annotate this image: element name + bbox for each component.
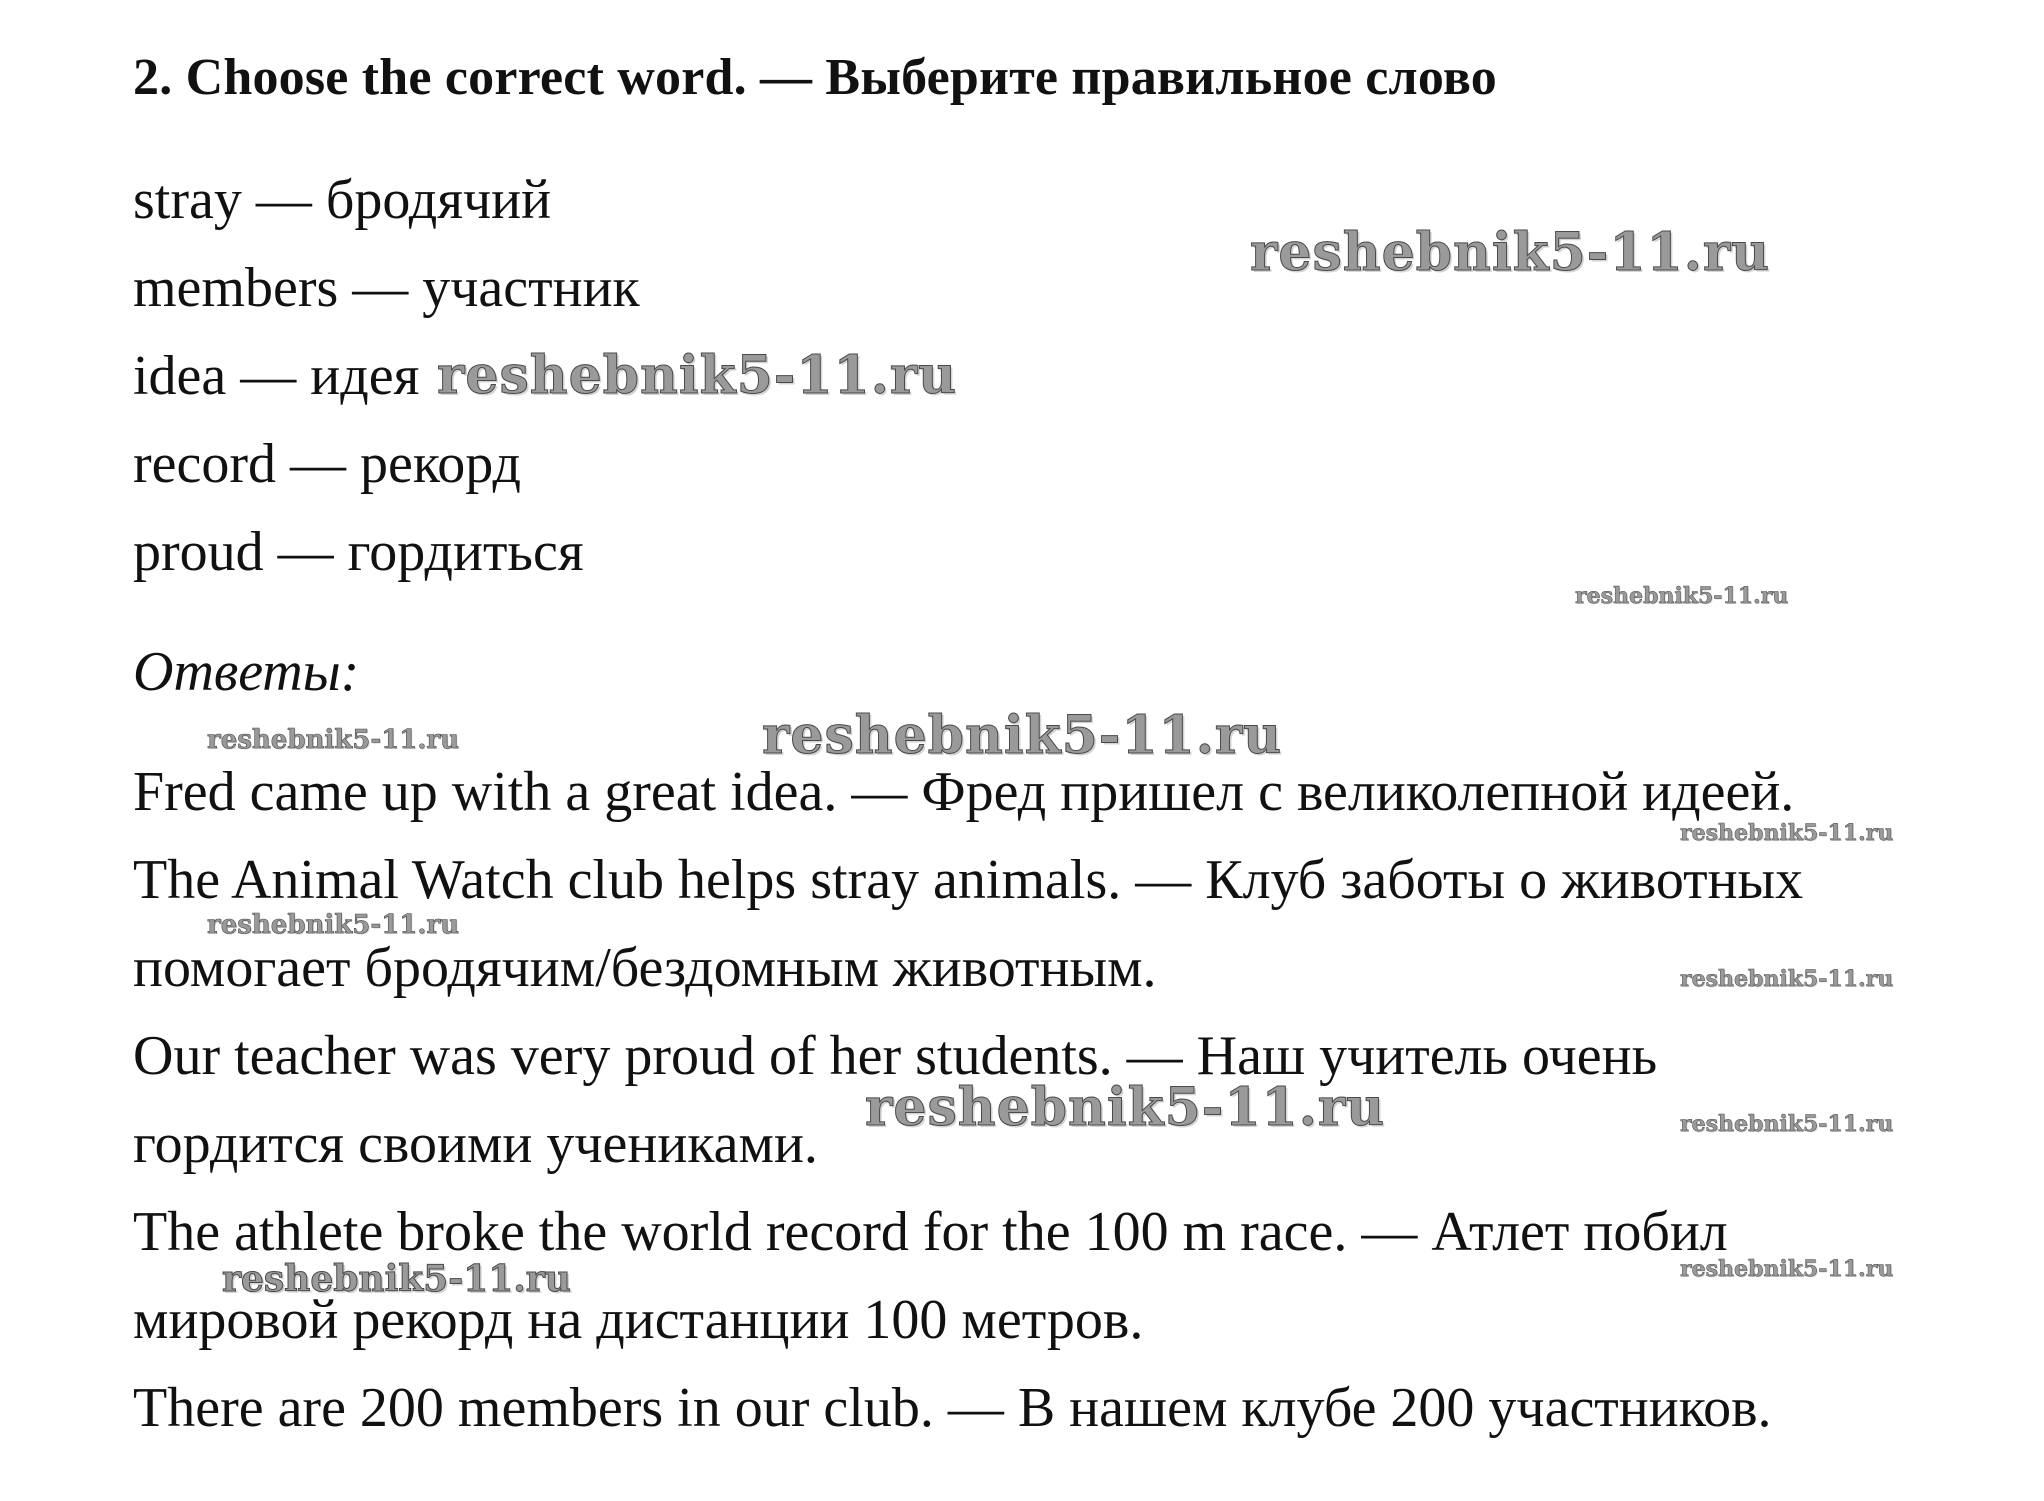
vocab-item: idea — идея (133, 345, 420, 407)
watermark: reshebnik5-11.ru (1680, 820, 1894, 846)
answer-line: гордится своими учениками. (133, 1113, 818, 1175)
watermark: reshebnik5-11.ru (1680, 1256, 1894, 1282)
vocab-item: record — рекорд (133, 433, 521, 495)
answer-line: Our teacher was very proud of her students. — Наш учитель очень (133, 1025, 1658, 1087)
answer-line: The athlete broke the world record for the 100 m race. — Атлет побил (133, 1201, 1728, 1263)
answer-line: The Animal Watch club helps stray animals. — Клуб заботы о животных (133, 849, 1804, 911)
vocab-item: stray — бродячий (133, 169, 552, 231)
vocab-item: proud — гордиться (133, 521, 584, 583)
answers-label: Ответы: (133, 641, 360, 703)
watermark: reshebnik5-11.ru (1680, 966, 1894, 992)
watermark: reshebnik5-11.ru (865, 1077, 1386, 1138)
watermark: reshebnik5-11.ru (1680, 1111, 1894, 1137)
answer-line: мировой рекорд на дистанции 100 метров. (133, 1289, 1144, 1351)
answer-line: Fred came up with a great idea. — Фред пришел с великолепной идеей. (133, 761, 1795, 823)
watermark: reshebnik5-11.ru (207, 725, 460, 755)
answer-line: There are 200 members in our club. — В нашем клубе 200 участников. (133, 1377, 1772, 1439)
watermark: reshebnik5-11.ru (437, 345, 958, 406)
exercise-title: 2. Choose the correct word. — Выберите правильное слово (133, 49, 1497, 106)
watermark: reshebnik5-11.ru (762, 705, 1283, 766)
watermark: reshebnik5-11.ru (222, 1258, 571, 1300)
vocab-item: members — участник (133, 257, 640, 319)
watermark: reshebnik5-11.ru (1575, 583, 1789, 609)
watermark: reshebnik5-11.ru (1250, 222, 1771, 283)
answer-line: помогает бродячим/бездомным животным. (133, 937, 1157, 999)
watermark: reshebnik5-11.ru (207, 910, 460, 940)
